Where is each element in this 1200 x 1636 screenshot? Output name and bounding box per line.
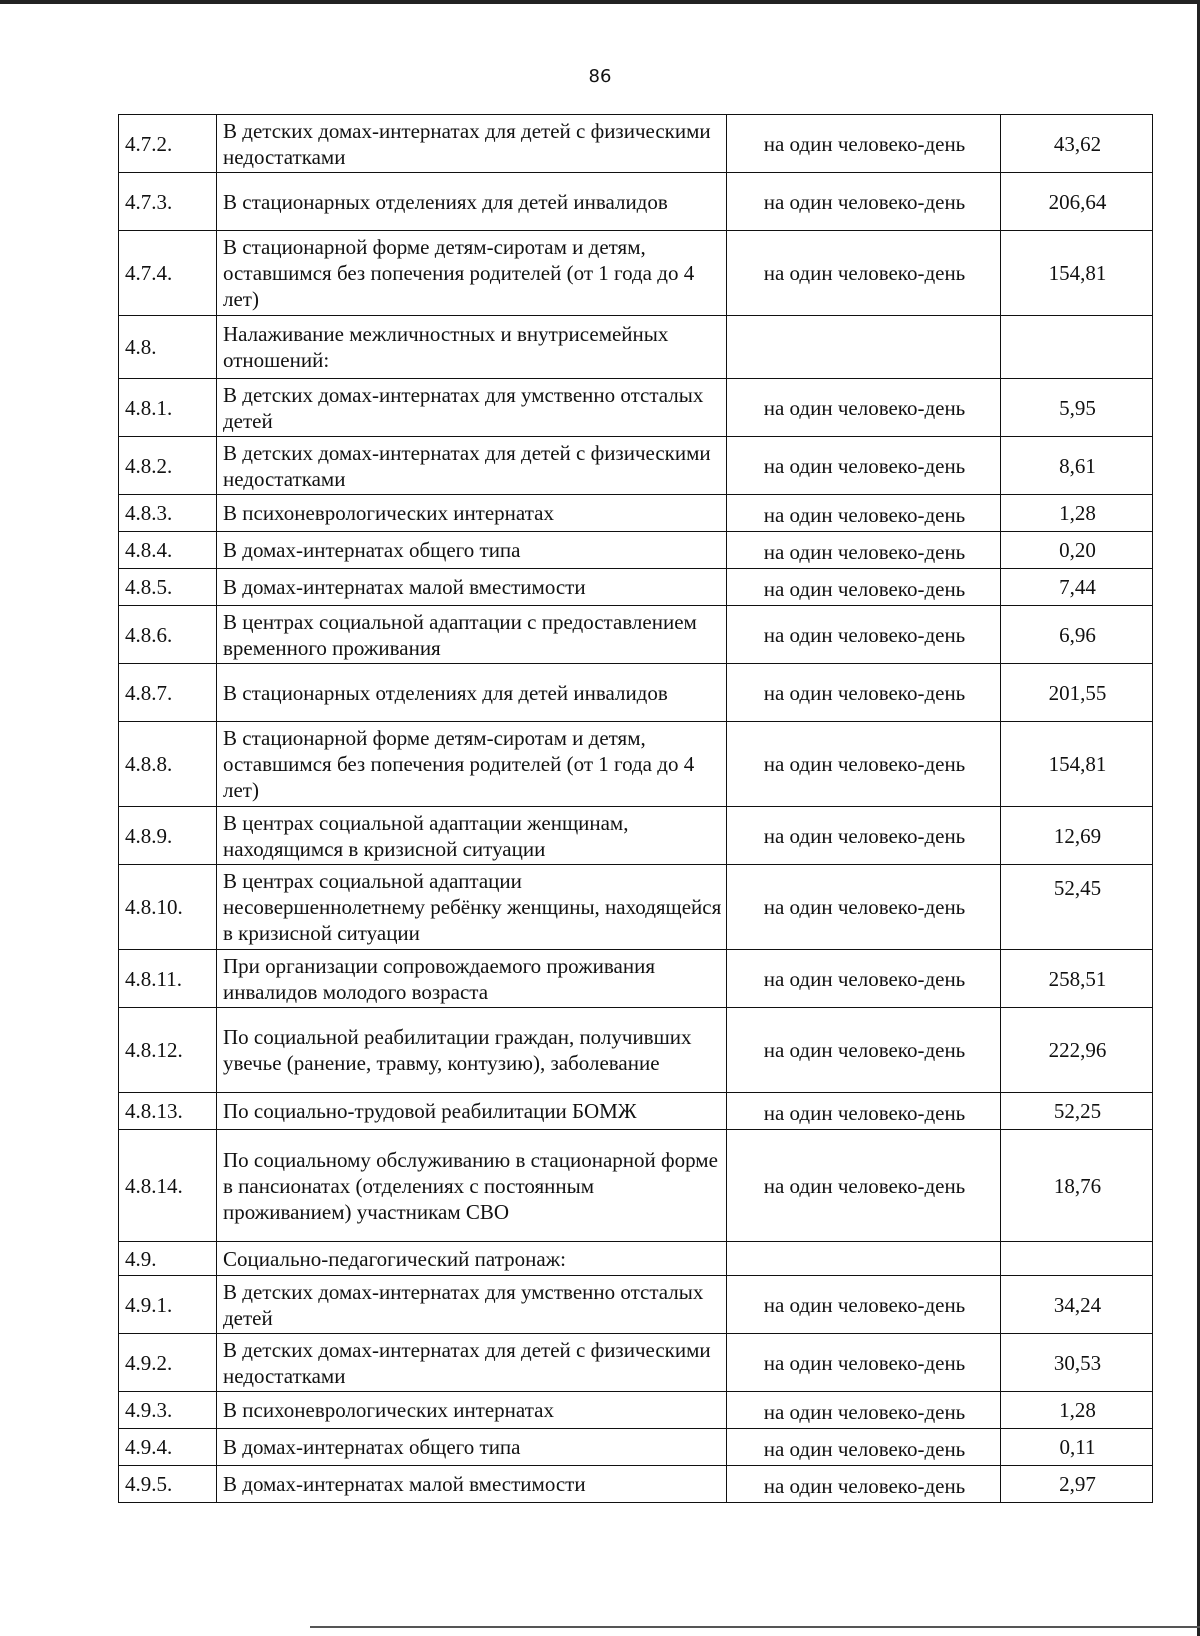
row-description: Социально-педагогический патронаж: (217, 1242, 727, 1276)
table-row (119, 569, 1153, 606)
row-unit: на один человеко-день (727, 495, 1001, 532)
table-row (119, 722, 1153, 807)
row-description: По социально-трудовой реабилитации БОМЖ (217, 1093, 727, 1130)
row-number: 4.8.3. (119, 495, 217, 532)
row-value: 34,24 (1001, 1276, 1153, 1334)
tariff-table (118, 114, 1153, 1503)
row-description: В стационарных отделениях для детей инвалидов (217, 173, 727, 231)
row-description: В психоневрологических интернатах (217, 495, 727, 532)
row-number: 4.8.1. (119, 379, 217, 437)
table-row (119, 495, 1153, 532)
table-row (119, 664, 1153, 722)
row-description: В домах-интернатах общего типа (217, 532, 727, 569)
row-description: В детских домах-интернатах для детей с физическими недостатками (217, 1334, 727, 1392)
row-unit: на один человеко-день (727, 722, 1001, 807)
row-value: 43,62 (1001, 115, 1153, 173)
row-number: 4.8.10. (119, 865, 217, 950)
row-number: 4.9.4. (119, 1429, 217, 1466)
row-number: 4.8.13. (119, 1093, 217, 1130)
row-unit: на один человеко-день (727, 115, 1001, 173)
row-number: 4.8.11. (119, 950, 217, 1008)
row-number: 4.7.3. (119, 173, 217, 231)
row-number: 4.8.2. (119, 437, 217, 495)
row-unit: на один человеко-день (727, 1130, 1001, 1242)
row-description: В домах-интернатах общего типа (217, 1429, 727, 1466)
row-description: При организации сопровождаемого проживания инвалидов молодого возраста (217, 950, 727, 1008)
row-number: 4.8.9. (119, 807, 217, 865)
row-number: 4.8.6. (119, 606, 217, 664)
row-unit: на один человеко-день (727, 1093, 1001, 1130)
row-description: В детских домах-интернатах для умственно отсталых детей (217, 1276, 727, 1334)
row-number: 4.9.1. (119, 1276, 217, 1334)
row-unit: на один человеко-день (727, 1276, 1001, 1334)
row-value: 6,96 (1001, 606, 1153, 664)
table-row (119, 865, 1153, 950)
row-value: 201,55 (1001, 664, 1153, 722)
row-description: В стационарной форме детям-сиротам и детям, оставшимся без попечения родителей (от 1 года до 4 лет) (217, 722, 727, 807)
table-row (119, 173, 1153, 231)
table-row (119, 606, 1153, 664)
row-description: По социальной реабилитации граждан, получивших увечье (ранение, травму, контузию), заболевание (217, 1008, 727, 1093)
row-number: 4.9.3. (119, 1392, 217, 1429)
table-row (119, 379, 1153, 437)
table-row (119, 1429, 1153, 1466)
table-row (119, 231, 1153, 316)
row-value: 1,28 (1001, 495, 1153, 532)
table-row (119, 115, 1153, 173)
row-value: 8,61 (1001, 437, 1153, 495)
row-description: В домах-интернатах малой вместимости (217, 1466, 727, 1503)
row-number: 4.9. (119, 1242, 217, 1276)
row-value: 7,44 (1001, 569, 1153, 606)
row-unit: на один человеко-день (727, 865, 1001, 950)
row-number: 4.9.5. (119, 1466, 217, 1503)
row-unit: на один человеко-день (727, 231, 1001, 316)
table-row (119, 1276, 1153, 1334)
row-description: Налаживание межличностных и внутрисемейных отношений: (217, 316, 727, 379)
row-unit (727, 316, 1001, 379)
row-value: 0,11 (1001, 1429, 1153, 1466)
row-unit: на один человеко-день (727, 950, 1001, 1008)
table-row (119, 1242, 1153, 1276)
row-value: 222,96 (1001, 1008, 1153, 1093)
table-row (119, 950, 1153, 1008)
row-value: 12,69 (1001, 807, 1153, 865)
row-unit: на один человеко-день (727, 532, 1001, 569)
row-value: 206,64 (1001, 173, 1153, 231)
row-description: В домах-интернатах малой вместимости (217, 569, 727, 606)
row-value: 154,81 (1001, 231, 1153, 316)
row-number: 4.8.5. (119, 569, 217, 606)
row-number: 4.8.7. (119, 664, 217, 722)
scan-bottom-edge (310, 1626, 1200, 1628)
row-unit: на один человеко-день (727, 1008, 1001, 1093)
page-number: 86 (588, 66, 612, 87)
row-value: 258,51 (1001, 950, 1153, 1008)
row-unit: на один человеко-день (727, 1466, 1001, 1503)
row-description: В детских домах-интернатах для умственно отсталых детей (217, 379, 727, 437)
table-row (119, 532, 1153, 569)
row-unit: на один человеко-день (727, 606, 1001, 664)
row-unit: на один человеко-день (727, 807, 1001, 865)
row-number: 4.7.4. (119, 231, 217, 316)
row-description: По социальному обслуживанию в стационарной форме в пансионатах (отделениях с постоянным проживанием) участникам СВО (217, 1130, 727, 1242)
row-number: 4.7.2. (119, 115, 217, 173)
row-value: 52,45 (1001, 865, 1153, 950)
row-value: 2,97 (1001, 1466, 1153, 1503)
row-description: В центрах социальной адаптации с предоставлением временного проживания (217, 606, 727, 664)
row-description: В стационарных отделениях для детей инвалидов (217, 664, 727, 722)
table-row (119, 437, 1153, 495)
table-row (119, 1093, 1153, 1130)
row-unit: на один человеко-день (727, 664, 1001, 722)
row-unit: на один человеко-день (727, 379, 1001, 437)
row-number: 4.8.14. (119, 1130, 217, 1242)
row-unit: на один человеко-день (727, 1334, 1001, 1392)
table-row (119, 1392, 1153, 1429)
table-row (119, 1008, 1153, 1093)
row-description: В психоневрологических интернатах (217, 1392, 727, 1429)
row-unit: на один человеко-день (727, 1392, 1001, 1429)
row-value: 30,53 (1001, 1334, 1153, 1392)
row-value (1001, 316, 1153, 379)
table-row (119, 1466, 1153, 1503)
row-unit (727, 1242, 1001, 1276)
table-row (119, 316, 1153, 379)
row-unit: на один человеко-день (727, 569, 1001, 606)
row-description: В стационарной форме детям-сиротам и детям, оставшимся без попечения родителей (от 1 года до 4 лет) (217, 231, 727, 316)
row-value: 18,76 (1001, 1130, 1153, 1242)
row-unit: на один человеко-день (727, 173, 1001, 231)
table-row (119, 1334, 1153, 1392)
row-description: В детских домах-интернатах для детей с физическими недостатками (217, 437, 727, 495)
row-description: В центрах социальной адаптации женщинам, находящимся в кризисной ситуации (217, 807, 727, 865)
table-row (119, 807, 1153, 865)
row-value: 52,25 (1001, 1093, 1153, 1130)
row-value: 154,81 (1001, 722, 1153, 807)
row-number: 4.8.12. (119, 1008, 217, 1093)
row-number: 4.8. (119, 316, 217, 379)
table-row (119, 1130, 1153, 1242)
row-value: 5,95 (1001, 379, 1153, 437)
row-number: 4.8.4. (119, 532, 217, 569)
row-value: 0,20 (1001, 532, 1153, 569)
row-value (1001, 1242, 1153, 1276)
row-description: В детских домах-интернатах для детей с физическими недостатками (217, 115, 727, 173)
row-number: 4.9.2. (119, 1334, 217, 1392)
row-description: В центрах социальной адаптации несовершеннолетнему ребёнку женщины, находящейся в кризисной ситуации (217, 865, 727, 950)
row-value: 1,28 (1001, 1392, 1153, 1429)
row-unit: на один человеко-день (727, 1429, 1001, 1466)
row-number: 4.8.8. (119, 722, 217, 807)
row-unit: на один человеко-день (727, 437, 1001, 495)
scan-top-edge (0, 0, 1200, 4)
